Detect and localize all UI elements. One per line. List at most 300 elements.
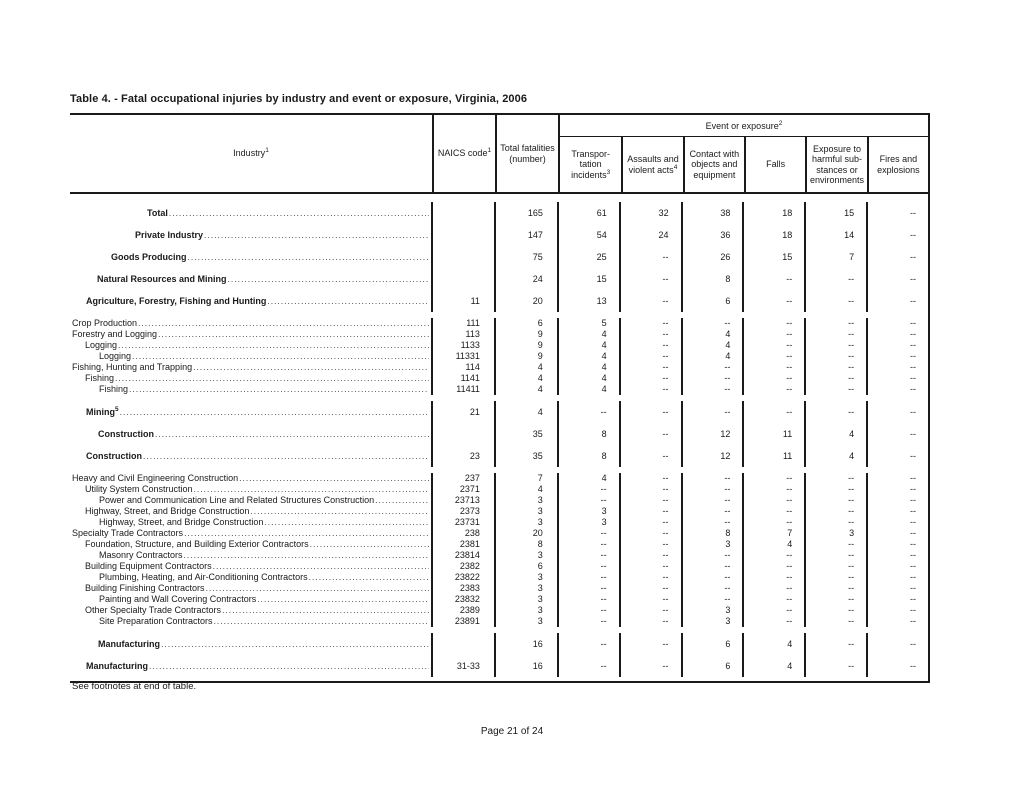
industry-cell: Logging ..... [70, 351, 431, 362]
event-column-header: Exposure to harmful sub- stances or environments [805, 137, 866, 192]
event-value-cell: -- [619, 423, 681, 445]
naics-cell: 1133 [431, 340, 494, 351]
event-value-cell: -- [742, 506, 804, 517]
event-value-cell: -- [866, 246, 928, 268]
naics-cell: 2383 [431, 583, 494, 594]
industry-cell: Power and Communication Line and Related Structures Construction ..... [70, 495, 431, 506]
event-value-cell: -- [804, 473, 866, 484]
event-value-cell: -- [866, 616, 928, 627]
event-value-cell: 7 [804, 246, 866, 268]
event-value-cell: -- [742, 594, 804, 605]
event-value-cell: -- [619, 318, 681, 329]
dot-leader [129, 384, 429, 395]
event-value-cell: -- [681, 495, 743, 506]
dot-leader [267, 290, 429, 312]
table-row [70, 202, 928, 224]
event-value-cell: -- [866, 318, 928, 329]
event-exposure-sup: 2 [778, 119, 783, 127]
industry-cell: Other Specialty Trade Contractors ..... [70, 605, 431, 616]
dot-leader [213, 561, 429, 572]
event-value-cell: -- [742, 318, 804, 329]
industry-header-label: Industry [233, 148, 266, 159]
event-value-cell: 3 [557, 517, 619, 528]
event-value-cell: -- [742, 351, 804, 362]
event-value-cell: 4 [557, 362, 619, 373]
naics-header-label: NAICS code [437, 148, 488, 159]
event-value-cell: -- [866, 539, 928, 550]
event-value-cell: -- [866, 423, 928, 445]
event-value-cell: -- [557, 539, 619, 550]
table-row [70, 373, 928, 384]
event-value-cell: 8 [557, 445, 619, 467]
industry-cell: Crop Production ..... [70, 318, 431, 329]
table-row [70, 318, 928, 329]
event-value-cell: -- [681, 594, 743, 605]
event-value-cell: -- [742, 401, 804, 423]
event-value-cell: -- [866, 528, 928, 539]
table-row [70, 423, 928, 445]
event-value-cell: -- [804, 401, 866, 423]
event-value-cell: -- [742, 290, 804, 312]
event-value-cell: -- [866, 484, 928, 495]
event-subheaders [560, 137, 928, 192]
event-value-cell: -- [557, 572, 619, 583]
naics-cell [431, 224, 494, 246]
event-value-cell: 15 [804, 202, 866, 224]
industry-cell: Foundation, Structure, and Building Exterior Contractors ..... [70, 539, 431, 550]
naics-cell: 114 [431, 362, 494, 373]
event-value-cell: -- [742, 384, 804, 395]
event-value-cell: -- [557, 633, 619, 655]
total-fatalities-cell: 9 [494, 340, 557, 351]
naics-cell: 113 [431, 329, 494, 340]
table-row [70, 445, 928, 467]
table-row [70, 351, 928, 362]
dot-leader [184, 528, 429, 539]
event-value-cell: -- [866, 633, 928, 655]
event-value-cell: -- [866, 351, 928, 362]
industry-cell: Specialty Trade Contractors ..... [70, 528, 431, 539]
dot-leader [169, 202, 429, 224]
event-value-cell: 15 [557, 268, 619, 290]
total-fatalities-cell: 147 [494, 224, 557, 246]
event-value-cell: -- [804, 268, 866, 290]
event-value-cell: -- [804, 594, 866, 605]
page-number: Page 21 of 24 [480, 726, 544, 737]
event-value-cell: -- [742, 572, 804, 583]
naics-cell: 2382 [431, 561, 494, 572]
total-fatalities-cell: 35 [494, 423, 557, 445]
event-value-cell: -- [804, 290, 866, 312]
naics-cell: 2381 [431, 539, 494, 550]
total-fatalities-cell: 9 [494, 351, 557, 362]
event-value-cell: -- [866, 594, 928, 605]
industry-cell: Site Preparation Contractors ..... [70, 616, 431, 627]
table-row [70, 401, 928, 423]
dot-leader [161, 633, 429, 655]
event-value-cell: -- [619, 616, 681, 627]
naics-cell: 23713 [431, 495, 494, 506]
event-value-cell: 4 [742, 633, 804, 655]
event-column-header: Fires and explosions [867, 137, 928, 192]
event-value-cell: -- [804, 362, 866, 373]
event-value-cell: -- [557, 594, 619, 605]
event-value-cell: -- [742, 605, 804, 616]
industry-cell: Mining$^5$ ..... [70, 401, 431, 423]
event-value-cell: -- [866, 572, 928, 583]
event-value-cell: -- [866, 401, 928, 423]
event-value-cell: -- [619, 506, 681, 517]
event-value-cell: 4 [681, 329, 743, 340]
table-row [70, 561, 928, 572]
event-value-cell: -- [742, 340, 804, 351]
total-fatalities-cell: 8 [494, 539, 557, 550]
naics-cell: 23814 [431, 550, 494, 561]
event-value-cell: -- [619, 605, 681, 616]
naics-cell: 238 [431, 528, 494, 539]
total-fatalities-header [495, 115, 558, 192]
total-fatalities-cell: 4 [494, 373, 557, 384]
event-column-header: Assaults and violent acts$^4$ [621, 137, 682, 192]
event-value-cell: -- [619, 473, 681, 484]
event-value-cell: 3 [681, 616, 743, 627]
naics-cell [431, 268, 494, 290]
total-fatalities-cell: 3 [494, 495, 557, 506]
industry-cell: Highway, Street, and Bridge Construction ..... [70, 506, 431, 517]
event-value-cell: -- [681, 583, 743, 594]
industry-cell: Private Industry ..... [70, 224, 431, 246]
table-row [70, 268, 928, 290]
naics-cell: 1141 [431, 373, 494, 384]
table-body [70, 194, 928, 681]
event-value-cell: -- [866, 329, 928, 340]
event-value-cell: 3 [804, 528, 866, 539]
event-value-cell: -- [804, 318, 866, 329]
naics-header-sup: 1 [487, 147, 492, 155]
event-value-cell: -- [681, 384, 743, 395]
event-value-cell: 3 [681, 605, 743, 616]
dot-leader [155, 423, 429, 445]
event-value-cell: -- [557, 495, 619, 506]
naics-cell: 23 [431, 445, 494, 467]
naics-cell: 237 [431, 473, 494, 484]
event-value-cell: 18 [742, 224, 804, 246]
industry-cell: Logging ..... [70, 340, 431, 351]
event-value-cell: -- [619, 655, 681, 677]
event-value-cell: -- [742, 495, 804, 506]
table-row [70, 528, 928, 539]
event-value-cell: 7 [742, 528, 804, 539]
dot-leader [375, 495, 429, 506]
naics-cell: 11411 [431, 384, 494, 395]
total-fatalities-cell: 165 [494, 202, 557, 224]
event-value-cell: -- [619, 528, 681, 539]
dot-leader [250, 506, 429, 517]
event-value-cell: -- [681, 484, 743, 495]
industry-cell: Building Finishing Contractors ..... [70, 583, 431, 594]
total-header-line2: (number) [509, 153, 546, 164]
table-row [70, 655, 928, 677]
table-row [70, 473, 928, 484]
total-fatalities-cell: 4 [494, 362, 557, 373]
event-value-cell: 26 [681, 246, 743, 268]
total-fatalities-cell: 3 [494, 583, 557, 594]
event-value-cell: -- [866, 340, 928, 351]
industry-cell: Goods Producing ..... [70, 246, 431, 268]
event-value-cell: 11 [742, 445, 804, 467]
event-value-cell: -- [681, 362, 743, 373]
table-row [70, 329, 928, 340]
event-column-header: Falls [744, 137, 805, 192]
event-value-cell: -- [804, 340, 866, 351]
event-value-cell: -- [619, 484, 681, 495]
event-value-cell: 6 [681, 633, 743, 655]
event-value-cell: 4 [557, 384, 619, 395]
dot-leader [222, 605, 429, 616]
event-value-cell: 12 [681, 423, 743, 445]
naics-cell: 11331 [431, 351, 494, 362]
dot-leader [194, 484, 430, 495]
dot-leader [149, 655, 429, 677]
total-fatalities-cell: 3 [494, 572, 557, 583]
event-value-cell: -- [866, 268, 928, 290]
event-value-cell: -- [619, 633, 681, 655]
event-value-cell: -- [804, 539, 866, 550]
event-value-cell: -- [557, 655, 619, 677]
naics-cell: 23822 [431, 572, 494, 583]
event-value-cell: 13 [557, 290, 619, 312]
event-value-cell: -- [804, 572, 866, 583]
table-row [70, 583, 928, 594]
industry-cell: Total ..... [70, 202, 431, 224]
event-value-cell: -- [619, 445, 681, 467]
event-value-cell: 8 [557, 423, 619, 445]
event-value-cell: -- [742, 484, 804, 495]
dot-leader [214, 616, 430, 627]
event-value-cell: 4 [557, 473, 619, 484]
dot-leader [132, 351, 429, 362]
total-fatalities-cell: 3 [494, 605, 557, 616]
event-value-cell: -- [866, 373, 928, 384]
table-row [70, 246, 928, 268]
event-value-cell: -- [804, 550, 866, 561]
industry-cell: Natural Resources and Mining ..... [70, 268, 431, 290]
table-row [70, 506, 928, 517]
naics-cell [431, 423, 494, 445]
table-row [70, 605, 928, 616]
event-value-cell: 36 [681, 224, 743, 246]
event-value-cell: 54 [557, 224, 619, 246]
event-value-cell: 14 [804, 224, 866, 246]
event-value-cell: -- [804, 484, 866, 495]
event-value-cell: 6 [681, 655, 743, 677]
event-value-cell: -- [557, 528, 619, 539]
event-value-cell: -- [866, 224, 928, 246]
total-fatalities-cell: 75 [494, 246, 557, 268]
total-fatalities-cell: 3 [494, 517, 557, 528]
event-value-cell: -- [742, 329, 804, 340]
event-value-cell: -- [619, 351, 681, 362]
total-fatalities-cell: 4 [494, 484, 557, 495]
naics-cell: 2371 [431, 484, 494, 495]
event-value-cell: -- [866, 561, 928, 572]
total-fatalities-cell: 3 [494, 594, 557, 605]
dot-leader [257, 594, 429, 605]
event-value-cell: -- [742, 561, 804, 572]
event-value-cell: -- [619, 594, 681, 605]
naics-cell: 2373 [431, 506, 494, 517]
industry-cell: Construction ..... [70, 445, 431, 467]
event-value-cell: -- [681, 517, 743, 528]
event-value-cell: -- [866, 655, 928, 677]
total-fatalities-cell: 20 [494, 528, 557, 539]
table-row [70, 517, 928, 528]
event-value-cell: -- [681, 473, 743, 484]
event-value-cell: -- [557, 605, 619, 616]
total-fatalities-cell: 3 [494, 550, 557, 561]
event-value-cell: -- [681, 550, 743, 561]
table-row [70, 572, 928, 583]
event-value-cell: -- [804, 517, 866, 528]
event-value-cell: 4 [804, 445, 866, 467]
table-row [70, 550, 928, 561]
table-row [70, 616, 928, 627]
event-value-cell: -- [804, 373, 866, 384]
total-fatalities-cell: 4 [494, 401, 557, 423]
event-value-cell: -- [866, 290, 928, 312]
total-fatalities-cell: 35 [494, 445, 557, 467]
event-value-cell: 3 [557, 506, 619, 517]
naics-cell: 31-33 [431, 655, 494, 677]
event-value-cell: -- [557, 583, 619, 594]
event-exposure-header [560, 115, 928, 137]
industry-cell: Plumbing, Heating, and Air-Conditioning Contractors ..... [70, 572, 431, 583]
dot-leader [188, 246, 430, 268]
event-value-cell: -- [619, 290, 681, 312]
event-value-cell: -- [804, 583, 866, 594]
naics-cell [431, 246, 494, 268]
industry-cell: Fishing ..... [70, 373, 431, 384]
table-row [70, 495, 928, 506]
event-value-cell: 24 [619, 224, 681, 246]
total-fatalities-cell: 20 [494, 290, 557, 312]
event-value-cell: -- [866, 517, 928, 528]
table-row [70, 484, 928, 495]
total-fatalities-cell: 4 [494, 384, 557, 395]
event-exposure-label: Event or exposure [705, 120, 779, 131]
total-header-line1: Total fatalities [500, 143, 555, 153]
event-value-cell: -- [742, 362, 804, 373]
event-value-cell: -- [804, 605, 866, 616]
total-fatalities-cell: 7 [494, 473, 557, 484]
event-value-cell: -- [681, 318, 743, 329]
event-value-cell: -- [619, 268, 681, 290]
table-row [70, 290, 928, 312]
event-value-cell: 4 [804, 423, 866, 445]
event-value-cell: 8 [681, 528, 743, 539]
table-row [70, 594, 928, 605]
dot-leader [193, 362, 429, 373]
event-value-cell: -- [742, 583, 804, 594]
event-value-cell: -- [742, 268, 804, 290]
table-row [70, 224, 928, 246]
event-value-cell: 38 [681, 202, 743, 224]
event-value-cell: -- [619, 401, 681, 423]
table-header [70, 115, 928, 194]
event-value-cell: -- [804, 633, 866, 655]
total-fatalities-cell: 3 [494, 616, 557, 627]
industry-cell: Construction ..... [70, 423, 431, 445]
event-value-cell: -- [866, 605, 928, 616]
event-value-cell: 12 [681, 445, 743, 467]
event-value-cell: 4 [557, 373, 619, 384]
event-value-cell: -- [557, 550, 619, 561]
industry-cell: Painting and Wall Covering Contractors ..... [70, 594, 431, 605]
event-value-cell: -- [742, 550, 804, 561]
dot-leader [228, 268, 430, 290]
table-row [70, 633, 928, 655]
table-row [70, 362, 928, 373]
dot-leader [120, 401, 429, 423]
event-value-cell: -- [681, 506, 743, 517]
event-value-cell: -- [619, 373, 681, 384]
event-value-cell: -- [866, 362, 928, 373]
footnote-text: See footnotes at end of table. [72, 681, 197, 692]
event-value-cell: -- [866, 445, 928, 467]
dot-leader [184, 550, 430, 561]
event-value-cell: 8 [681, 268, 743, 290]
event-value-cell: -- [866, 550, 928, 561]
fatalities-table [70, 113, 930, 683]
event-value-cell: -- [742, 373, 804, 384]
event-value-cell: 6 [681, 290, 743, 312]
event-value-cell: -- [619, 572, 681, 583]
naics-cell [431, 202, 494, 224]
naics-cell [431, 633, 494, 655]
naics-cell: 23731 [431, 517, 494, 528]
event-value-cell: -- [804, 506, 866, 517]
event-value-cell: -- [557, 616, 619, 627]
event-value-cell: -- [619, 329, 681, 340]
event-value-cell: -- [866, 506, 928, 517]
industry-cell: Building Equipment Contractors ..... [70, 561, 431, 572]
industry-cell: Utility System Construction ..... [70, 484, 431, 495]
table-row [70, 539, 928, 550]
industry-cell: Highway, Street, and Bridge Construction ..... [70, 517, 431, 528]
total-fatalities-cell: 9 [494, 329, 557, 340]
event-value-cell: -- [619, 550, 681, 561]
event-value-cell: -- [866, 583, 928, 594]
event-value-cell: 5 [557, 318, 619, 329]
event-value-cell: -- [557, 401, 619, 423]
event-value-cell: 11 [742, 423, 804, 445]
industry-cell: Agriculture, Forestry, Fishing and Hunting ..... [70, 290, 431, 312]
event-value-cell: -- [804, 495, 866, 506]
dot-leader [143, 445, 429, 467]
dot-leader [264, 517, 429, 528]
event-value-cell: 4 [681, 340, 743, 351]
event-value-cell: -- [804, 616, 866, 627]
dot-leader [206, 583, 429, 594]
event-value-cell: 32 [619, 202, 681, 224]
event-value-cell: -- [619, 495, 681, 506]
event-value-cell: -- [619, 561, 681, 572]
naics-cell: 21 [431, 401, 494, 423]
event-value-cell: -- [804, 329, 866, 340]
naics-cell: 2389 [431, 605, 494, 616]
naics-cell: 23832 [431, 594, 494, 605]
event-value-cell: -- [742, 473, 804, 484]
